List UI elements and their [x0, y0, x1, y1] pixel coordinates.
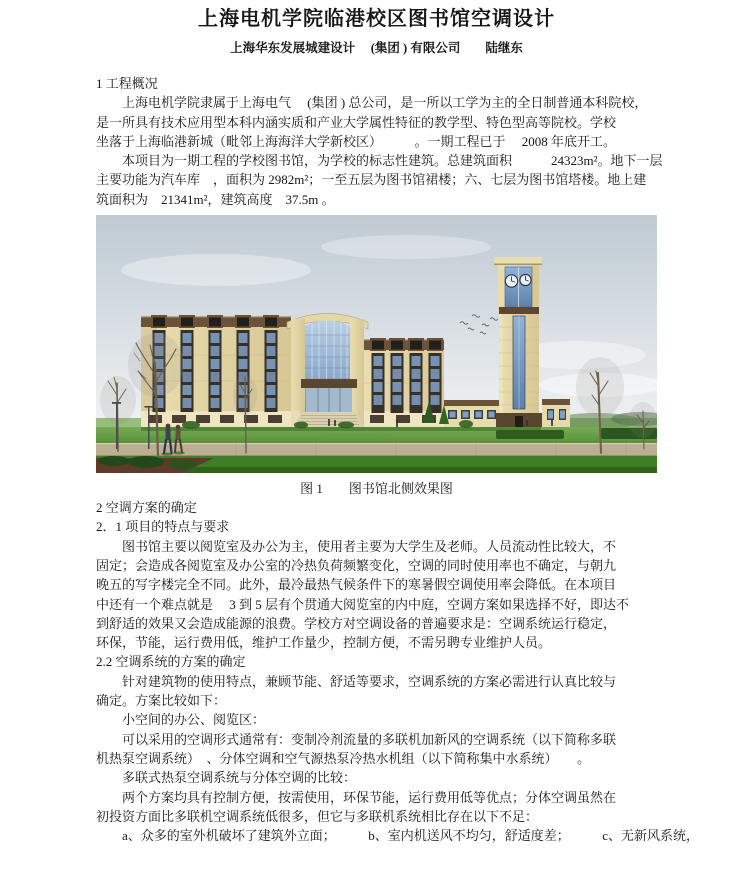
- body-text-line: 多联式热泵空调系统与分体空调的比较：: [96, 770, 357, 786]
- body-text-line: 可以采用的空调形式通常有：变制冷剂流量的多联机加新风的空调系统（以下简称多联: [96, 731, 617, 747]
- byline: 上海华东发展城建设计 (集团 ) 有限公司 陆继东: [230, 41, 523, 55]
- body-text-line: 两个方案均具有控制方便，按需使用，环保节能，运行费用低等优点；分体空调虽然在: [96, 789, 617, 805]
- central-atrium: [287, 314, 368, 428]
- body-text-line: 初投资方面比多联机空调系统低很多，但它与多联机系统相比存在以下不足：: [96, 808, 539, 824]
- body-text-line: 本项目为一期工程的学校图书馆，为学校的标志性建筑。总建筑面积 24323m²。地下一层: [96, 153, 663, 169]
- body-text-line: a、众多的室外机破坏了建筑外立面； b、室内机送风不均匀，舒适度差； c、无新风系统，: [96, 828, 700, 844]
- body-text-line: 中还有一个难点就是 3 到 5 层有个贯通大阅览室的内中庭，空调方案如果选择不好，即达不: [96, 596, 630, 612]
- body-text-line: 针对建筑物的使用特点，兼顾节能、舒适等要求，空调系统的方案必需进行认真比较与: [96, 673, 617, 689]
- page-title: 上海电机学院临港校区图书馆空调设计: [198, 8, 555, 30]
- section-heading: 2.2 空调系统的方案的确定: [96, 654, 246, 670]
- body-text-line: 机热泵空调系统） 、分体空调和空气源热泵冷热水机组（以下简称集中水系统） 。: [96, 750, 591, 766]
- body-text-line: 图书馆主要以阅览室及办公为主，使用者主要为大学生及老师。人员流动性比较大，不: [96, 538, 617, 554]
- section-heading: 1 工程概况: [96, 76, 158, 91]
- body-text-line: 确定。方案比较如下：: [96, 693, 227, 709]
- body-text-line: 到舒适的效果又会造成能源的浪费。学校方对空调设备的普遍要求是：空调系统运行稳定，: [96, 615, 617, 631]
- body-text-line: 小空间的办公、阅览区：: [96, 712, 266, 728]
- body-text-line: 固定；会造成各阅览室及办公室的冷热负荷频繁变化，空调的同时使用率也不确定，与朝九: [96, 557, 617, 573]
- text-after-figure: [96, 498, 700, 845]
- body-text-line: 坐落于上海临港新城（毗邻上海海洋大学新校区） 。一期工程已于 2008 年底开工。: [96, 133, 617, 149]
- text-before-figure: [96, 74, 663, 209]
- section-heading: 2．1 项目的特点与要求: [96, 519, 230, 535]
- body-text-line: 主要功能为汽车库 ，面积为 2982m²；一至五层为图书馆裙楼；六、七层为图书馆塔楼。地上建: [96, 172, 647, 188]
- body-text-line: 环保，节能，运行费用低，维护工作量少，控制方便，不需另聘专业维护人员。: [96, 635, 552, 651]
- body-text-line: 是一所具有技术应用型本科内涵实质和产业大学属性特征的教学型、特色型高等院校。学校: [96, 114, 617, 130]
- clock-tower: [494, 257, 542, 427]
- library-rendering-image: [96, 215, 657, 473]
- right-annex: [542, 399, 570, 427]
- body-text-line: 上海电机学院隶属于上海电气 (集团 ) 总公司，是一所以工学为主的全日制普通本科院校，: [96, 95, 648, 111]
- body-text-line: 晚五的写字楼完全不同。此外，最冷最热气候条件下的寒暑假空调使用率会降低。在本项目: [96, 577, 617, 593]
- section-heading: 2 空调方案的确定: [96, 500, 197, 516]
- figure-caption: 图 1 图书馆北侧效果图: [300, 481, 453, 497]
- figure-rendering: [96, 215, 657, 473]
- body-text-line: 筑面积为 21341m²，建筑高度 37.5m 。: [96, 191, 335, 207]
